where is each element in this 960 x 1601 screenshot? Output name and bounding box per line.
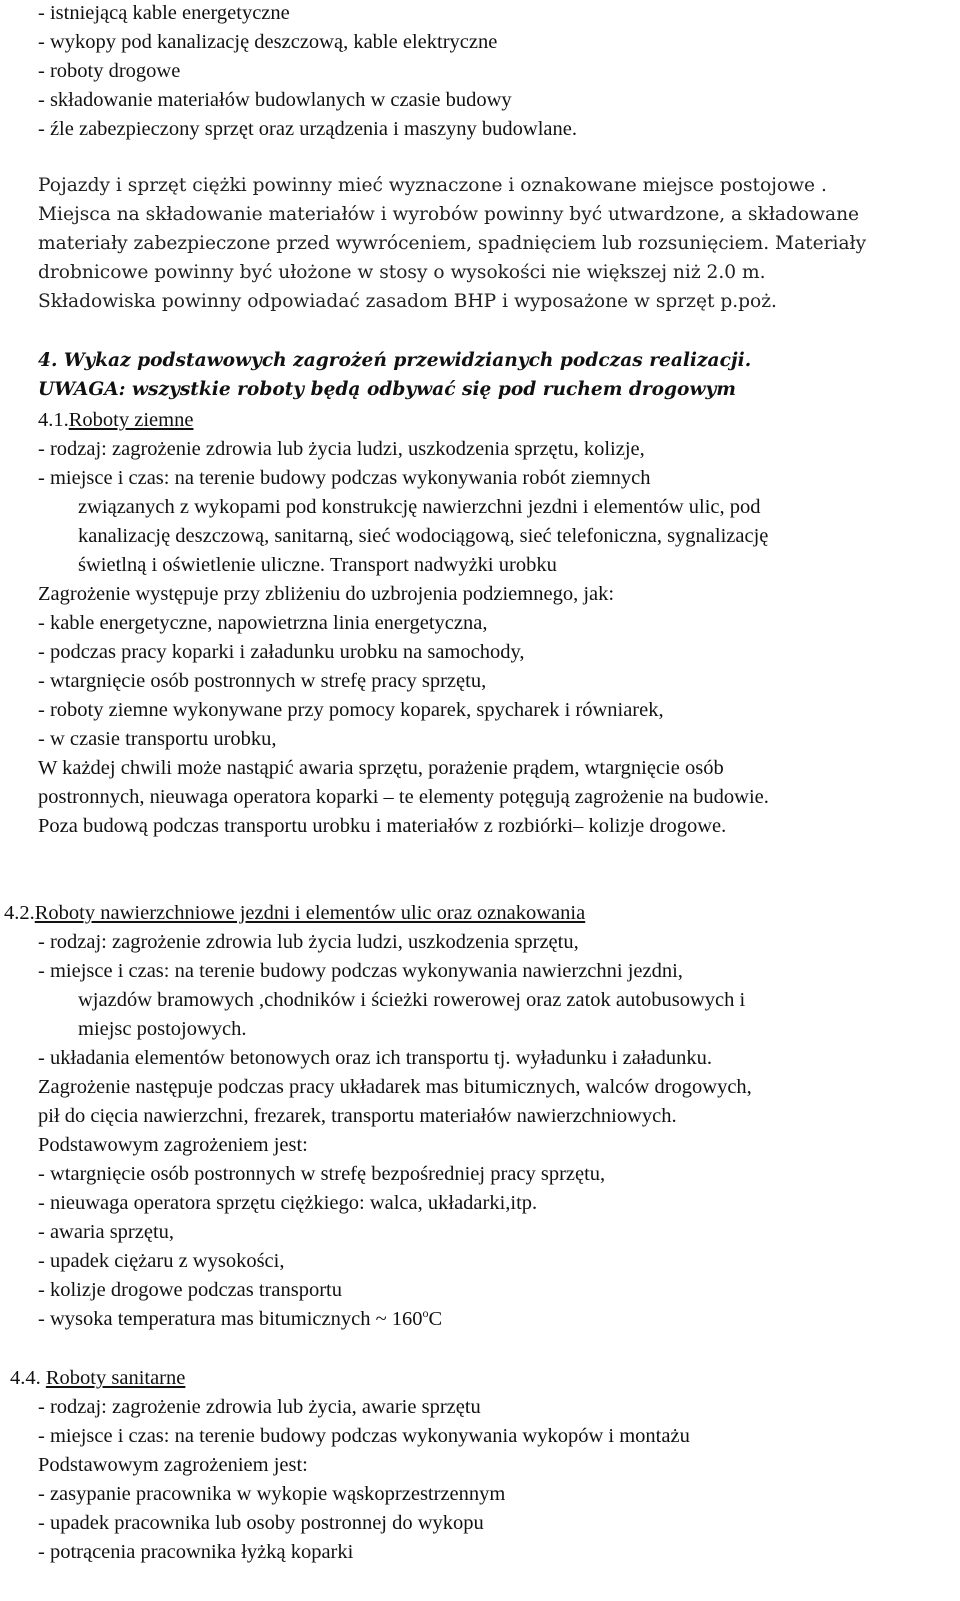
paragraph-line: Podstawowym zagrożeniem jest: bbox=[38, 1134, 308, 1156]
paragraph-line: Pojazdy i sprzęt ciężki powinny mieć wyznaczone i oznakowane miejsce postojowe . bbox=[38, 175, 827, 196]
list-item: - układania elementów betonowych oraz ich transportu tj. wyładunku i załadunku. bbox=[38, 1047, 713, 1069]
list-item: - miejsce i czas: na terenie budowy podczas wykonywania nawierzchni jezdni, bbox=[38, 960, 683, 982]
list-continuation: kanalizację deszczową, sanitarną, sieć wodociągową, sieć telefoniczna, sygnalizację bbox=[78, 525, 769, 547]
list-continuation: związanych z wykopami pod konstrukcję nawierzchni jezdni i elementów ulic, pod bbox=[78, 496, 761, 518]
list-item-temperature bbox=[38, 1306, 443, 1330]
paragraph-line: pił do cięcia nawierzchni, frezarek, transportu materiałów nawierzchniowych. bbox=[38, 1105, 677, 1127]
list-item: - rodzaj: zagrożenie zdrowia lub życia ludzi, uszkodzenia sprzętu, kolizje, bbox=[38, 438, 645, 460]
paragraph-line: drobnicowe powinny być ułożone w stosy o wysokości nie większej niż 2.0 m. bbox=[38, 262, 766, 283]
paragraph-line: Podstawowym zagrożeniem jest: bbox=[38, 1454, 308, 1476]
list-item: - kable energetyczne, napowietrzna linia energetyczna, bbox=[38, 612, 488, 634]
list-item: - w czasie transportu urobku, bbox=[38, 728, 277, 750]
subsection-number: 4.2. bbox=[4, 902, 35, 924]
list-item: - wtargnięcie osób postronnych w strefę bezpośredniej pracy sprzętu, bbox=[38, 1163, 606, 1185]
subsection-number: 4.4. bbox=[10, 1367, 41, 1389]
subsection-title: Roboty nawierzchniowe jezdni i elementów ulic oraz oznakowania bbox=[34, 902, 586, 924]
intro-list-item: - składowanie materiałów budowlanych w czasie budowy bbox=[38, 89, 512, 111]
subsection-heading-4-1 bbox=[38, 410, 193, 431]
list-item: - zasypanie pracownika w wykopie wąskoprzestrzennym bbox=[38, 1483, 506, 1505]
temperature-unit: C bbox=[428, 1308, 443, 1330]
list-item: - miejsce i czas: na terenie budowy podczas wykonywania wykopów i montażu bbox=[38, 1425, 690, 1447]
intro-list-item: - istniejącą kable energetyczne bbox=[38, 2, 290, 24]
paragraph-line: W każdej chwili może nastąpić awaria sprzętu, porażenie prądem, wtargnięcie osób bbox=[38, 757, 724, 779]
section-note: UWAGA: wszystkie roboty będą odbywać się pod ruchem drogowym bbox=[38, 379, 736, 400]
degree-superscript: o bbox=[422, 1306, 429, 1321]
list-item: - kolizje drogowe podczas transportu bbox=[38, 1279, 342, 1301]
paragraph-line: materiały zabezpieczone przed wywróceniem, spadnięciem lub rozsunięciem. Materiały bbox=[38, 233, 867, 254]
list-item: - podczas pracy koparki i załadunku urobku na samochody, bbox=[38, 641, 525, 663]
paragraph-line: Zagrożenie następuje podczas pracy układarek mas bitumicznych, walców drogowych, bbox=[38, 1076, 752, 1098]
list-continuation: świetlną i oświetlenie uliczne. Transport nadwyżki urobku bbox=[78, 554, 557, 576]
intro-list-item: - wykopy pod kanalizację deszczową, kable elektryczne bbox=[38, 31, 498, 53]
list-item: - awaria sprzętu, bbox=[38, 1221, 175, 1243]
intro-list-item: - źle zabezpieczony sprzęt oraz urządzenia i maszyny budowlane. bbox=[38, 118, 577, 140]
list-continuation: miejsc postojowych. bbox=[78, 1018, 247, 1040]
intro-list-item: - roboty drogowe bbox=[38, 60, 181, 82]
subsection-number: 4.1. bbox=[38, 409, 69, 431]
list-item: - upadek pracownika lub osoby postronnej do wykopu bbox=[38, 1512, 484, 1534]
list-item: - rodzaj: zagrożenie zdrowia lub życia ludzi, uszkodzenia sprzętu, bbox=[38, 931, 579, 953]
subsection-title: Roboty ziemne bbox=[68, 409, 194, 431]
list-item: - wtargnięcie osób postronnych w strefę pracy sprzętu, bbox=[38, 670, 487, 692]
subsection-title: Roboty sanitarne bbox=[45, 1367, 186, 1389]
paragraph-line: postronnych, nieuwaga operatora koparki – te elementy potęgują zagrożenie na budowie. bbox=[38, 786, 769, 808]
list-item: - roboty ziemne wykonywane przy pomocy koparek, spycharek i równiarek, bbox=[38, 699, 664, 721]
subsection-heading-4-4 bbox=[10, 1368, 185, 1389]
section-heading: 4. Wykaz podstawowych zagrożeń przewidzianych podczas realizacji. bbox=[38, 350, 752, 371]
paragraph-line: Zagrożenie występuje przy zbliżeniu do uzbrojenia podziemnego, jak: bbox=[38, 583, 615, 605]
list-item: - potrącenia pracownika łyżką koparki bbox=[38, 1541, 354, 1563]
list-continuation: wjazdów bramowych ,chodników i ścieżki rowerowej oraz zatok autobusowych i bbox=[78, 989, 746, 1011]
paragraph-line: Składowiska powinny odpowiadać zasadom BHP i wyposażone w sprzęt p.poż. bbox=[38, 291, 777, 312]
list-item: - miejsce i czas: na terenie budowy podczas wykonywania robót ziemnych bbox=[38, 467, 651, 489]
list-item: - rodzaj: zagrożenie zdrowia lub życia, awarie sprzętu bbox=[38, 1396, 481, 1418]
list-item: - nieuwaga operatora sprzętu ciężkiego: walca, układarki,itp. bbox=[38, 1192, 538, 1214]
subsection-heading-4-2 bbox=[4, 903, 585, 924]
temperature-text: - wysoka temperatura mas bitumicznych ~ 160 bbox=[38, 1308, 423, 1330]
paragraph-line: Miejsca na składowanie materiałów i wyrobów powinny być utwardzone, a składowane bbox=[38, 204, 860, 225]
paragraph-line: Poza budową podczas transportu urobku i materiałów z rozbiórki– kolizje drogowe. bbox=[38, 815, 727, 837]
list-item: - upadek ciężaru z wysokości, bbox=[38, 1250, 285, 1272]
